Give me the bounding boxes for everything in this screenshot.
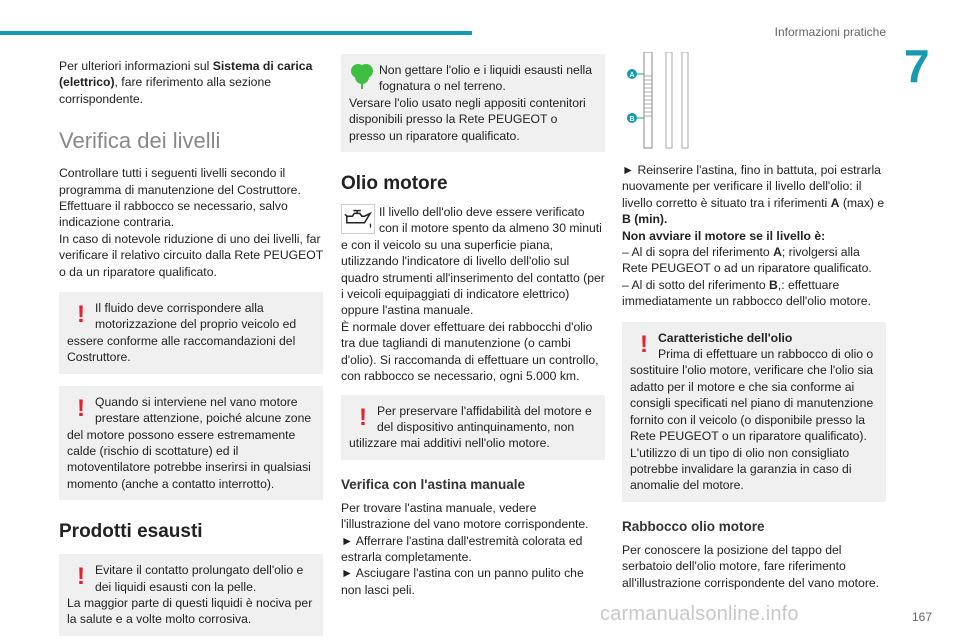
above-a-text: – Al di sopra del riferimento xyxy=(622,245,774,260)
intro-text: Per ulteriori informazioni sul xyxy=(59,59,213,73)
dipstick-graphic xyxy=(626,52,706,152)
leaf-icon xyxy=(349,62,375,90)
astina-paragraph-1: Per trovare l'astina manuale, vedere l'illustrazione del vano motore corrispondente. xyxy=(341,500,589,532)
intro-paragraph xyxy=(59,58,323,107)
column-right xyxy=(622,58,886,591)
warning-icon: ! xyxy=(640,330,648,358)
below-b-text: – Al di sotto del riferimento xyxy=(622,277,769,292)
reinsert-mid: (max) e xyxy=(839,195,885,210)
warning-text-engine: Quando si interviene nel vano motore prestare attenzione, poiché alcune zone del motore possono essere estremamente calde (rischio di scottature) ed il motoventilatore potrebbe inserirsi in qualsiasi momento (anche a contatto interrotto). xyxy=(67,394,312,491)
intro-link-text: Sistema di carica (elettrico) xyxy=(59,59,313,90)
oil-can-icon xyxy=(341,204,375,234)
marker-b-label: B xyxy=(629,116,635,123)
olio-paragraph-1: Il livello dell'olio deve essere verificato con il motore spento da almeno 30 minuti e con il veicolo su una superficie piana, utilizzando l'indicatore di livello dell'olio sul quadro strumenti all'inserimento del contatto (per i veicoli equipaggiati di indicatore elettrico) oppure l'astina manuale. xyxy=(341,205,605,318)
oil-specs-text-2: L'utilizzo di un tipo di olio non consigliato potrebbe invalidare la garanzia in caso di anomalie del motore. xyxy=(630,445,852,493)
warning-icon: ! xyxy=(77,301,85,329)
dipstick-illustration xyxy=(626,52,706,152)
warning-text-additives: Per preservare l'affidabilità del motore e del dispositivo antinquinamento, non utilizzare mai additivi nell'olio motore. xyxy=(349,403,592,451)
warning-box-liquids xyxy=(59,554,323,636)
heading-prodotti-esausti: Prodotti esausti xyxy=(59,521,203,543)
warning-icon: ! xyxy=(359,403,367,431)
warning-text-liquids-2: La maggior parte di questi liquidi è nociva per la salute e a volte molto corrosiva. xyxy=(67,595,313,627)
warning-box-oil-specs xyxy=(622,322,886,502)
watermark: carmanualsonline.info xyxy=(600,603,799,625)
warning-box-fluid xyxy=(59,292,323,374)
page-number: 167 xyxy=(911,610,932,624)
livelli-paragraph-1: Controllare tutti i seguenti livelli secondo il programma di manutenzione del Costruttore. Effettuare il rabbocco se necessario, salvo indicazione contraria. xyxy=(59,166,301,230)
environment-text-2: Versare l'olio usato negli appositi contenitori disponibili presso la Rete PEUGEOT o presso un riparatore qualificato. xyxy=(349,95,586,143)
marker-a-label: A xyxy=(629,72,635,79)
header-accent-bar xyxy=(0,31,472,35)
warning-box-engine xyxy=(59,386,323,500)
heading-olio-motore: Olio motore xyxy=(341,173,448,195)
below-b-end: ,: effettuare immediatamente un rabbocco dell'olio motore. xyxy=(622,277,871,309)
below-b-item xyxy=(622,277,886,310)
environment-box xyxy=(341,54,605,152)
warning-icon: ! xyxy=(77,563,85,591)
above-a-item xyxy=(622,244,886,277)
chapter-number: 7 xyxy=(904,40,930,92)
heading-verifica-livelli: Verifica dei livelli xyxy=(59,128,221,154)
reinsert-paragraph xyxy=(622,162,886,228)
livelli-paragraph-2: In caso di notevole riduzione di uno dei livelli, far verificare il relativo circuito dalla Rete PEUGEOT o da un riparatore qualificato. xyxy=(59,231,323,279)
below-b-ref: B xyxy=(769,277,778,292)
heading-astina-manuale: Verifica con l'astina manuale xyxy=(341,476,526,492)
warning-box-additives xyxy=(341,395,605,460)
ref-b-min: B (min). xyxy=(622,212,668,227)
section-title: Informazioni pratiche xyxy=(774,25,886,39)
warning-text-liquids: Evitare il contatto prolungato dell'olio e dei liquidi esausti con la pelle. xyxy=(95,563,304,594)
warning-icon: ! xyxy=(77,394,85,422)
warning-text-fluid: Il fluido deve corrispondere alla motorizzazione del proprio veicolo ed essere conforme alle raccomandazioni del Costruttore. xyxy=(67,301,297,365)
oil-specs-text-1: Prima di effettuare un rabbocco di olio o sostituire l'olio motore, verificare che l'olio sia adatto per il motore e che sia conforme ai consigli specificati nel piano di manutenzione fornito con il veicolo (o disponibile presso la Rete PEUGEOT o un riparatore qualificato). xyxy=(630,347,874,444)
column-middle xyxy=(341,58,605,598)
column-left xyxy=(59,58,323,640)
oil-specs-title: Caratteristiche dell'olio xyxy=(658,330,793,345)
astina-step-1: ► Afferrare l'astina dall'estremità colorata ed estrarla completamente. xyxy=(341,533,583,564)
no-start-warning: Non avviare il motore se il livello è: xyxy=(622,228,826,243)
intro-text-end: , fare riferimento alla sezione corrispondente. xyxy=(59,75,272,106)
ref-a: A xyxy=(830,195,840,210)
rabbocco-paragraph: Per conoscere la posizione del tappo del serbatoio dell'olio motore, fare riferimento all'illustrazione corrispondente del vano motore. xyxy=(622,542,880,590)
above-a-ref: A xyxy=(773,245,782,260)
above-a-end: ; rivolgersi alla Rete PEUGEOT o ad un riparatore qualificato. xyxy=(622,245,872,276)
reinsert-text: ► Reinserire l'astina, fino in battuta, poi estrarla nuovamente per verificare il livello dell'olio: il livello corretto è situato tra i riferimenti xyxy=(622,163,881,210)
heading-rabbocco: Rabbocco olio motore xyxy=(622,518,765,534)
astina-step-2: ► Asciugare l'astina con un panno pulito che non lasci peli. xyxy=(341,566,584,597)
olio-paragraph-2: È normale dover effettuare dei rabbocchi d'olio tra due tagliandi di manutenzione (o cambi d'olio). Si raccomanda di effettuare un controllo, con rabbocco se necessario, ogni 5.000 km. xyxy=(341,319,599,384)
environment-text-1: Non gettare l'olio e i liquidi esausti nella fognatura o nel terreno. xyxy=(379,63,593,94)
